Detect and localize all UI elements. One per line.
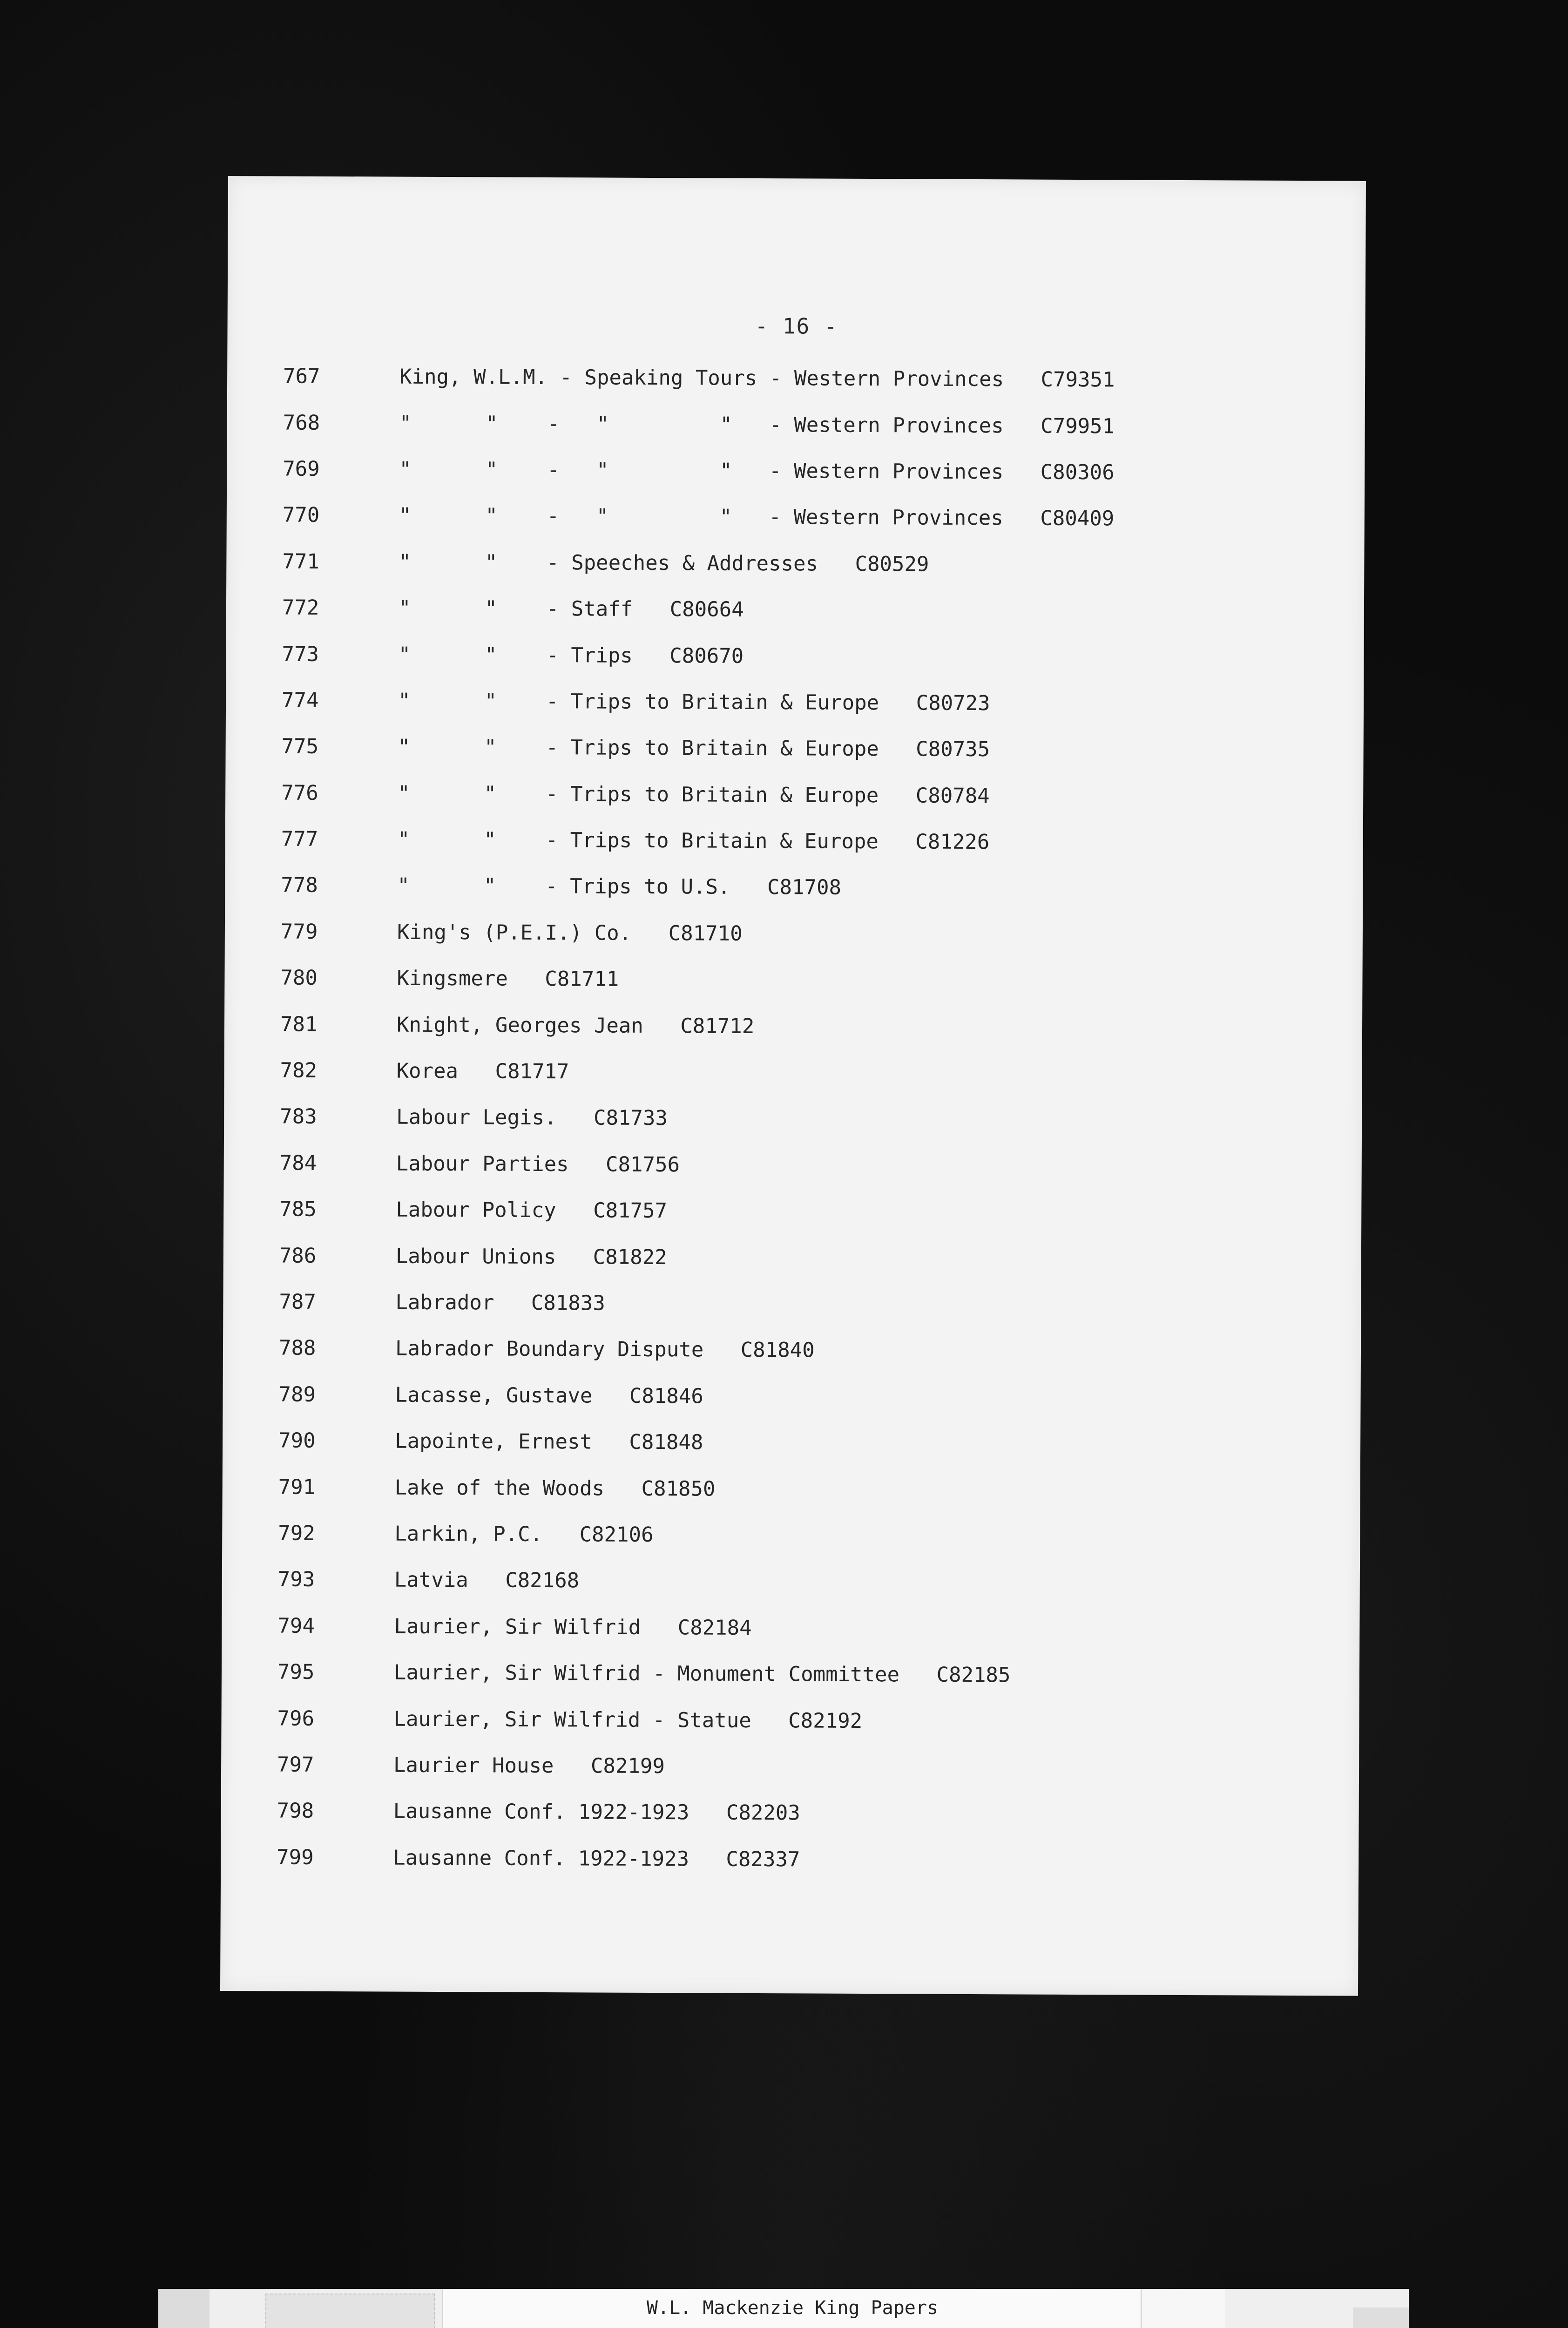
label-strip-left-edge	[158, 2289, 210, 2328]
entry-number: 797	[277, 1753, 314, 1777]
entry-row	[283, 446, 1307, 496]
entry-number: 777	[281, 827, 318, 851]
entry-row	[278, 1417, 1303, 1468]
entry-row	[281, 816, 1305, 866]
entry-text: " " - Trips to Britain & Europe C80784	[398, 781, 990, 808]
entry-text: King's (P.E.I.) Co. C81710	[397, 920, 743, 946]
entry-row	[282, 538, 1306, 589]
entry-number: 780	[280, 966, 318, 990]
entry-number: 788	[278, 1336, 316, 1360]
entry-row	[280, 955, 1304, 1006]
entry-text: Laurier, Sir Wilfrid - Monument Committee C82185	[393, 1660, 1011, 1687]
entry-text: Lacasse, Gustave C81846	[395, 1383, 703, 1408]
entry-number: 784	[279, 1151, 317, 1175]
entry-number: 796	[277, 1706, 315, 1731]
entry-number: 769	[283, 457, 320, 481]
entry-text: Larkin, P.C. C82106	[394, 1522, 654, 1547]
entry-number: 768	[283, 411, 320, 435]
series-name	[443, 2324, 1142, 2328]
archive-label-strip	[158, 2289, 1409, 2328]
entry-text: Lausanne Conf. 1922-1923 C82203	[393, 1799, 800, 1825]
entry-number: 786	[279, 1244, 317, 1268]
entry-number: 794	[277, 1614, 315, 1638]
entry-text: Lapointe, Ernest C81848	[395, 1429, 703, 1455]
entry-row	[280, 1094, 1304, 1144]
entry-text: Korea C81717	[396, 1059, 569, 1084]
entry-row	[283, 492, 1307, 543]
entry-text: " " - Trips to U.S. C81708	[397, 874, 842, 900]
entry-number: 773	[282, 642, 319, 666]
entry-text: Labour Policy C81757	[396, 1198, 668, 1223]
entry-number: 775	[281, 734, 319, 759]
entry-number: 776	[281, 781, 318, 805]
entry-text: " " - Staff C80664	[398, 596, 744, 622]
entry-text: " " - " " - Western Provinces C79951	[399, 411, 1115, 438]
entry-row	[277, 1741, 1301, 1792]
entry-text: " " - " " - Western Provinces C80306	[399, 457, 1115, 485]
entry-text: " " - " " - Western Provinces C80409	[399, 503, 1115, 531]
entry-number: 798	[277, 1799, 314, 1823]
entry-number: 789	[278, 1382, 316, 1407]
entry-number: 771	[282, 549, 319, 574]
entry-text: " " - Trips to Britain & Europe C81226	[397, 827, 990, 854]
entry-text: Laurier, Sir Wilfrid - Statue C82192	[393, 1707, 863, 1733]
entry-text: King, W.L.M. - Speaking Tours - Western Provinces C79351	[399, 365, 1115, 392]
entry-row	[277, 1603, 1302, 1653]
entry-row	[282, 677, 1306, 728]
entry-text: Laurier House C82199	[393, 1753, 665, 1779]
entry-number: 778	[281, 873, 318, 898]
entry-row	[280, 1140, 1304, 1191]
entry-text: Labrador Boundary Dispute C81840	[395, 1336, 815, 1362]
tag-scrap-right	[1141, 2289, 1225, 2328]
entry-row	[283, 399, 1307, 450]
entry-text: Labour Legis. C81733	[396, 1105, 668, 1130]
entry-text: Labour Parties C81756	[396, 1151, 680, 1177]
entry-text: Labrador C81833	[395, 1290, 605, 1315]
collection-tag	[442, 2289, 1142, 2328]
document-page	[220, 176, 1366, 1996]
entry-row	[279, 1279, 1303, 1329]
entry-text: Kingsmere C81711	[397, 966, 619, 991]
entry-text: " " - Trips to Britain & Europe C80735	[398, 735, 990, 762]
entry-row	[279, 1186, 1304, 1237]
entry-text: Laurier, Sir Wilfrid C82184	[394, 1614, 752, 1640]
entry-row	[278, 1371, 1303, 1422]
entry-number: 770	[282, 503, 320, 528]
entry-row	[283, 353, 1307, 404]
entry-text: Lake of the Woods C81850	[394, 1475, 716, 1501]
entry-row	[281, 724, 1305, 774]
entry-number: 782	[280, 1058, 318, 1083]
entry-number: 791	[278, 1475, 316, 1499]
entry-text: " " - Trips to Britain & Europe C80723	[398, 689, 990, 716]
entry-row	[278, 1557, 1302, 1607]
entry-row	[279, 1232, 1304, 1283]
entry-row	[277, 1834, 1301, 1885]
entry-row	[281, 770, 1305, 820]
torn-tag-scrap	[265, 2294, 435, 2328]
entry-row	[281, 862, 1305, 913]
entry-list	[277, 353, 1307, 1885]
entry-row	[279, 1325, 1303, 1376]
entry-number: 783	[280, 1104, 317, 1129]
entry-row	[277, 1649, 1302, 1699]
entry-number: 779	[280, 920, 318, 944]
label-strip-right-edge	[1353, 2308, 1409, 2328]
entry-text: " " - Speeches & Addresses C80529	[399, 550, 929, 576]
entry-number: 793	[277, 1567, 315, 1592]
entry-number: 781	[280, 1012, 318, 1036]
entry-text: Latvia C82168	[394, 1568, 580, 1593]
entry-number: 795	[277, 1660, 315, 1684]
entry-number: 787	[279, 1290, 317, 1314]
entry-text: Knight, Georges Jean C81712	[396, 1013, 755, 1038]
entry-number: 790	[278, 1428, 316, 1453]
entry-number: 767	[283, 364, 320, 389]
entry-row	[277, 1695, 1301, 1746]
entry-row	[280, 1047, 1304, 1098]
entry-row	[278, 1464, 1302, 1515]
entry-row	[277, 1788, 1301, 1839]
entry-number: 799	[277, 1845, 314, 1869]
page-number: - 16 -	[755, 313, 838, 339]
entry-number: 785	[279, 1197, 317, 1222]
entry-row	[280, 1001, 1304, 1052]
entry-row	[282, 584, 1306, 635]
entry-number: 774	[281, 688, 319, 712]
entry-text: Lausanne Conf. 1922-1923 C82337	[393, 1846, 800, 1872]
entry-row	[282, 631, 1306, 682]
entry-text: " " - Trips C80670	[398, 643, 744, 668]
entry-number: 772	[282, 596, 319, 620]
entry-number: 792	[278, 1521, 315, 1545]
entry-row	[278, 1510, 1302, 1561]
entry-text: Labour Unions C81822	[395, 1244, 667, 1269]
collection-name: W.L. Mackenzie King Papers	[646, 2297, 939, 2319]
entry-row	[281, 908, 1305, 959]
